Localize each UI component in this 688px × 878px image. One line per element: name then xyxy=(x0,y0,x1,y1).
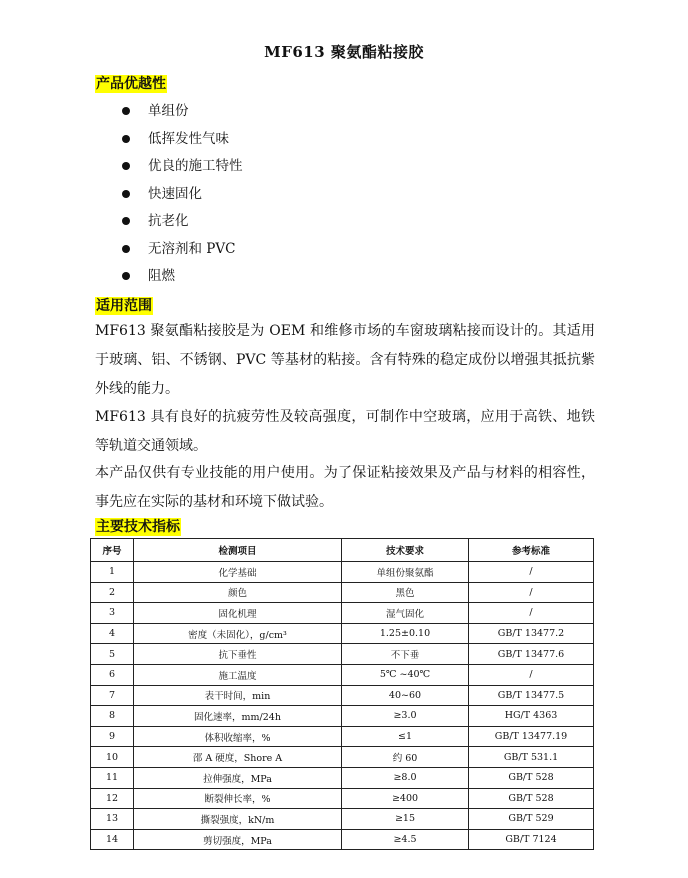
spec-table xyxy=(90,538,594,850)
cell-no: 12 xyxy=(91,788,134,809)
cell-requirement: ≥4.5 xyxy=(342,829,469,850)
cell-requirement: ≥400 xyxy=(342,788,469,809)
table-row xyxy=(91,664,594,685)
section-heading-advantages: 产品优越性 xyxy=(96,76,166,92)
cell-standard: GB/T 531.1 xyxy=(469,747,594,768)
advantages-list xyxy=(122,100,243,293)
list-item-label: 快速固化 xyxy=(148,185,202,202)
cell-standard: / xyxy=(469,664,594,685)
bullet-icon xyxy=(122,135,130,143)
cell-requirement: ≤1 xyxy=(342,726,469,747)
cell-no: 6 xyxy=(91,664,134,685)
cell-standard: GB/T 13477.5 xyxy=(469,685,594,706)
list-item xyxy=(122,210,243,238)
list-item-label: 抗老化 xyxy=(148,213,189,229)
spec-table-body xyxy=(91,562,594,850)
cell-item: 固化速率，mm/24h xyxy=(134,706,342,727)
list-item xyxy=(122,128,243,156)
list-item-label: 优良的施工特性 xyxy=(148,158,243,174)
cell-no: 5 xyxy=(91,644,134,665)
cell-standard: HG/T 4363 xyxy=(469,706,594,727)
column-header-standard: 参考标准 xyxy=(469,539,594,562)
scope-paragraph-3: 本产品仅供有专业技能的用户使用。为了保证粘接效果及产品与材料的相容性，事先应在实际的基材和环境下做试验。 xyxy=(95,465,595,510)
table-row xyxy=(91,644,594,665)
section-heading-specs: 主要技术指标 xyxy=(96,519,180,535)
bullet-icon xyxy=(122,272,130,280)
cell-item: 表干时间，min xyxy=(134,685,342,706)
section-heading-scope: 适用范围 xyxy=(96,298,152,314)
table-row xyxy=(91,623,594,644)
cell-requirement: 单组份聚氨酯 xyxy=(342,562,469,583)
table-row xyxy=(91,788,594,809)
list-item-label: 无溶剂和 PVC xyxy=(148,240,236,257)
list-item xyxy=(122,183,243,211)
cell-no: 10 xyxy=(91,747,134,768)
cell-item: 颜色 xyxy=(134,582,342,603)
list-item-label: 阻燃 xyxy=(148,268,175,284)
column-header-no: 序号 xyxy=(91,539,134,562)
list-item xyxy=(122,155,243,183)
table-row xyxy=(91,685,594,706)
cell-requirement: 湿气固化 xyxy=(342,603,469,624)
cell-no: 14 xyxy=(91,829,134,850)
cell-requirement: 不下垂 xyxy=(342,644,469,665)
cell-no: 4 xyxy=(91,623,134,644)
cell-standard: / xyxy=(469,582,594,603)
list-item-label: 低挥发性气味 xyxy=(148,130,229,147)
cell-standard: / xyxy=(469,562,594,583)
table-row xyxy=(91,706,594,727)
cell-requirement: 5℃ ~40℃ xyxy=(342,664,469,685)
bullet-icon xyxy=(122,217,130,225)
cell-item: 化学基础 xyxy=(134,562,342,583)
cell-requirement: 黑色 xyxy=(342,582,469,603)
cell-standard: GB/T 529 xyxy=(469,809,594,830)
cell-item: 剪切强度，MPa xyxy=(134,829,342,850)
cell-item: 体积收缩率，% xyxy=(134,726,342,747)
bullet-icon xyxy=(122,162,130,170)
cell-standard: GB/T 7124 xyxy=(469,829,594,850)
cell-requirement: 约 60 xyxy=(342,747,469,768)
cell-item: 拉伸强度，MPa xyxy=(134,767,342,788)
scope-paragraph-2: MF613 具有良好的抗疲劳性及较高强度，可制作中空玻璃，应用于高铁、地铁等轨道交通领域。 xyxy=(95,409,595,454)
bullet-icon xyxy=(122,107,130,115)
cell-no: 1 xyxy=(91,562,134,583)
bullet-icon xyxy=(122,190,130,198)
table-header-row xyxy=(91,539,594,562)
table-row xyxy=(91,747,594,768)
table-row xyxy=(91,726,594,747)
cell-requirement: ≥3.0 xyxy=(342,706,469,727)
cell-no: 8 xyxy=(91,706,134,727)
column-header-item: 检测项目 xyxy=(134,539,342,562)
cell-item: 邵 A 硬度，Shore A xyxy=(134,747,342,768)
cell-item: 固化机理 xyxy=(134,603,342,624)
cell-no: 3 xyxy=(91,603,134,624)
table-row xyxy=(91,809,594,830)
cell-standard: GB/T 528 xyxy=(469,788,594,809)
cell-no: 7 xyxy=(91,685,134,706)
bullet-icon xyxy=(122,245,130,253)
cell-standard: GB/T 528 xyxy=(469,767,594,788)
table-row xyxy=(91,767,594,788)
cell-item: 施工温度 xyxy=(134,664,342,685)
cell-item: 密度（未固化），g/cm³ xyxy=(134,623,342,644)
table-row xyxy=(91,562,594,583)
cell-standard: GB/T 13477.6 xyxy=(469,644,594,665)
cell-no: 11 xyxy=(91,767,134,788)
list-item xyxy=(122,238,243,266)
cell-requirement: 1.25±0.10 xyxy=(342,623,469,644)
cell-requirement: 40~60 xyxy=(342,685,469,706)
table-row xyxy=(91,603,594,624)
column-header-requirement: 技术要求 xyxy=(342,539,469,562)
list-item-label: 单组份 xyxy=(148,103,189,119)
document-title: MF613 聚氨酯粘接胶 xyxy=(264,43,424,61)
cell-requirement: ≥8.0 xyxy=(342,767,469,788)
cell-no: 2 xyxy=(91,582,134,603)
scope-paragraph-1: MF613 聚氨酯粘接胶是为 OEM 和维修市场的车窗玻璃粘接而设计的。其适用于玻璃、铝、不锈钢、PVC 等基材的粘接。含有特殊的稳定成份以增强其抵抗紫外线的能力。 xyxy=(95,323,595,397)
cell-standard: GB/T 13477.19 xyxy=(469,726,594,747)
cell-item: 断裂伸长率，% xyxy=(134,788,342,809)
cell-no: 13 xyxy=(91,809,134,830)
cell-standard: GB/T 13477.2 xyxy=(469,623,594,644)
cell-requirement: ≥15 xyxy=(342,809,469,830)
cell-standard: / xyxy=(469,603,594,624)
cell-no: 9 xyxy=(91,726,134,747)
table-row xyxy=(91,582,594,603)
cell-item: 撕裂强度，kN/m xyxy=(134,809,342,830)
list-item xyxy=(122,100,243,128)
cell-item: 抗下垂性 xyxy=(134,644,342,665)
list-item xyxy=(122,265,243,293)
table-row xyxy=(91,829,594,850)
